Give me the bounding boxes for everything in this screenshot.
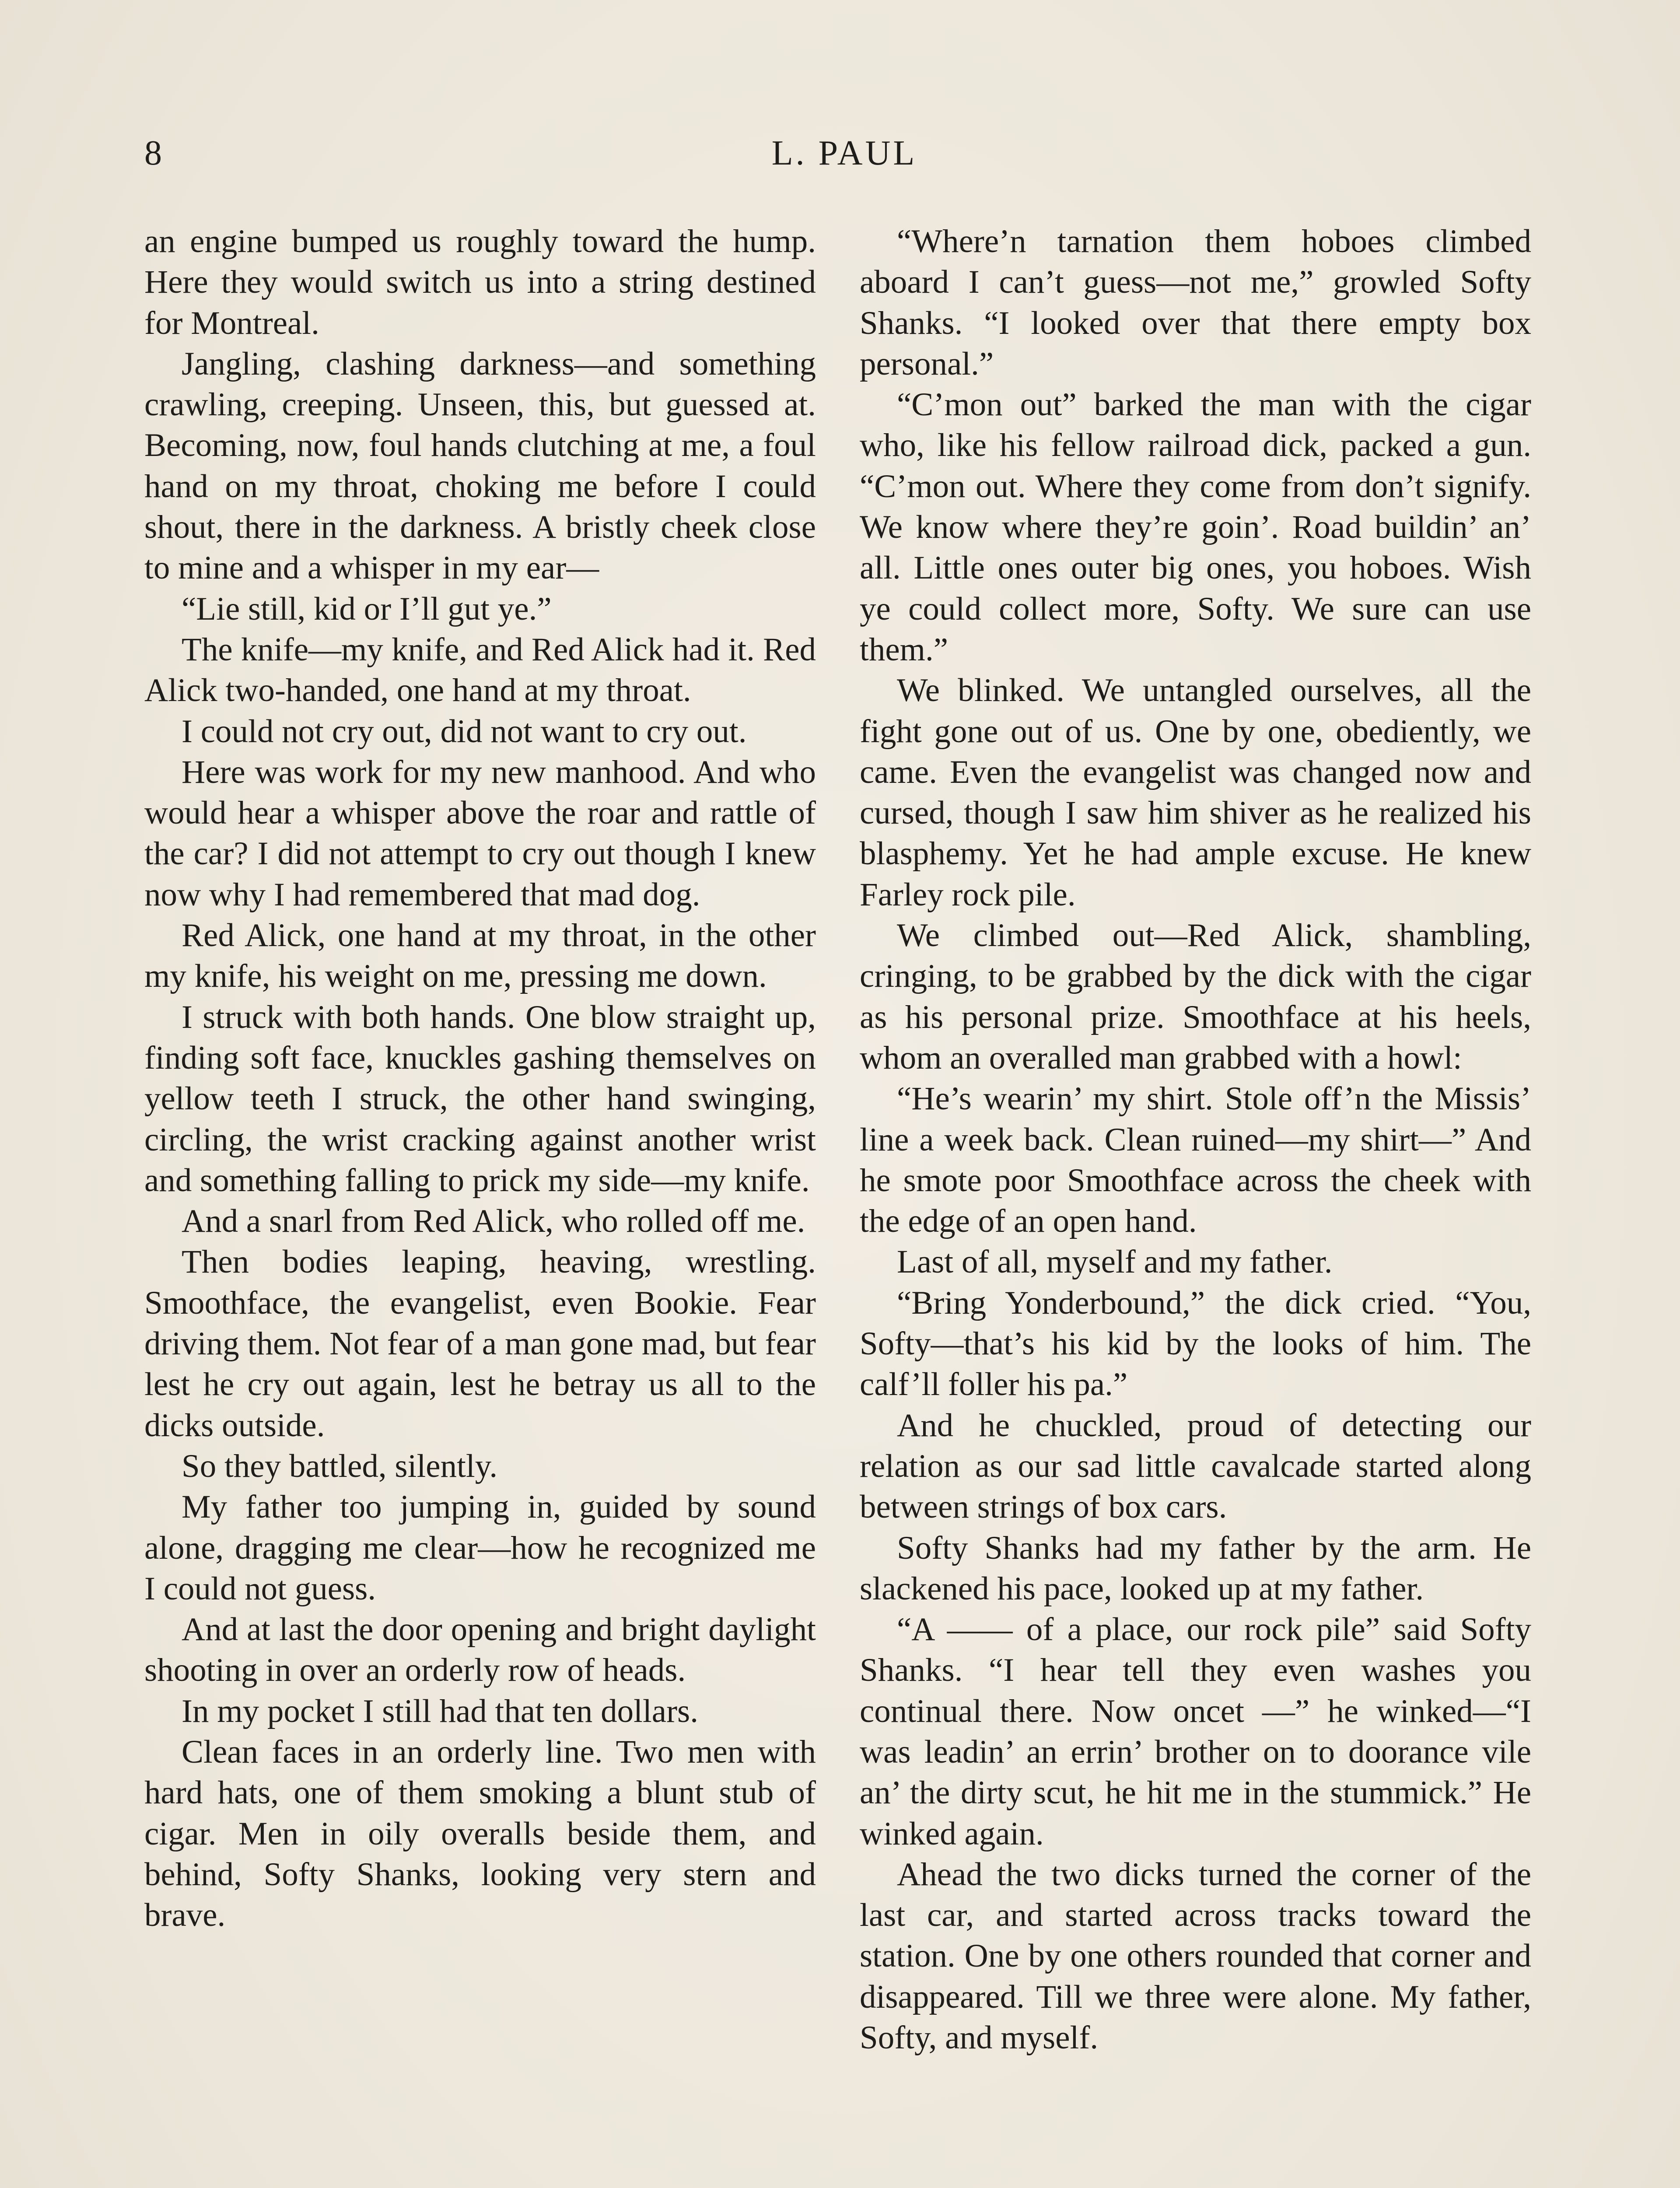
page-header — [144, 131, 1544, 179]
paragraph: My father too jumping in, guided by sound alone, dragging me clear—how he recognized me I could not guess. — [144, 1489, 816, 1607]
paragraph: We climbed out—Red Alick, shambling, cringing, to be grabbed by the dick with the cigar as his personal prize. Smoothface at his heels, whom an overalled man grabbed with a howl: — [860, 917, 1531, 1076]
running-head: L. PAUL — [771, 134, 917, 172]
paragraph: “Bring Yonderbound,” the dick cried. “You, Softy—that’s his kid by the looks of him. The calf’ll foller his pa.” — [860, 1284, 1531, 1403]
paragraph: I could not cry out, did not want to cry out. — [182, 713, 747, 750]
paragraph: We blinked. We untangled ourselves, all the fight gone out of us. One by one, obediently, we came. Even the evangelist was changed now and cursed, though I saw him shiver as he realized his blasphemy. Yet he had ample excuse. He knew Farley rock pile. — [860, 672, 1531, 913]
paragraph: Ahead the two dicks turned the corner of the last car, and started across tracks toward the station. One by one others rounded that corner and disappeared. Till we three were alone. My father, Softy, and myself. — [860, 1856, 1531, 2056]
paragraph: And he chuckled, proud of detecting our relation as our sad little cavalcade started along between strings of box cars. — [860, 1407, 1531, 1525]
paragraph: “A —— of a place, our rock pile” said Softy Shanks. “I hear tell they even washes you continual there. Now oncet —” he winked—“I was leadin’ an errin’ brother on to doorance vile an’ the dirty scut, he hit me in the stummick.” He winked again. — [860, 1611, 1531, 1852]
paragraph: “Lie still, kid or I’ll gut ye.” — [182, 590, 552, 627]
paragraph: Here was work for my new manhood. And who would hear a whisper above the roar and rattle of the car? I did not attempt to cry out though I knew now why I had remembered that mad dog. — [144, 754, 816, 913]
paragraph: “He’s wearin’ my shirt. Stole off’n the Missis’ line a week back. Clean ruined—my shirt—” And he smote poor Smoothface across the cheek with the edge of an open hand. — [860, 1080, 1531, 1240]
paragraph: Last of all, myself and my father. — [897, 1244, 1333, 1280]
paragraph: The knife—my knife, and Red Alick had it. Red Alick two-handed, one hand at my throat. — [144, 631, 816, 709]
page-number: 8 — [144, 134, 162, 172]
paragraph: And a snarl from Red Alick, who rolled off me. — [182, 1203, 805, 1240]
right-column — [860, 221, 1531, 2058]
paragraph: Jangling, clashing darkness—and something crawling, creeping. Unseen, this, but guessed at. Becoming, now, foul hands clutching at me, a foul hand on my throat, choking me before I could shout, there in the darkness. A bristly cheek close to mine and a whisper in my ear— — [144, 345, 816, 586]
paragraph: “C’mon out” barked the man with the cigar who, like his fellow railroad dick, packed a gun. “C’mon out. Where they come from don’t signify. We know where they’re goin’. Road buildin’ an’ all. Little ones outer big ones, you hoboes. Wish ye could collect more, Softy. We sure can use them.” — [860, 386, 1531, 668]
paragraph: Red Alick, one hand at my throat, in the other my knife, his weight on me, pressing me down. — [144, 917, 816, 995]
paragraph: an engine bumped us roughly toward the hump. Here they would switch us into a string destined for Montreal. — [144, 223, 816, 341]
left-column — [144, 221, 816, 1936]
paragraph: Clean faces in an orderly line. Two men with hard hats, one of them smoking a blunt stub of cigar. Men in oily overalls beside them, and behind, Softy Shanks, looking very stern and brave. — [144, 1733, 816, 1934]
paragraph: Then bodies leaping, heaving, wrestling. Smoothface, the evangelist, even Bookie. Fear driving them. Not fear of a man gone mad, but fear lest he cry out again, lest he betray us all to the dicks outside. — [144, 1244, 816, 1444]
paragraph: So they battled, silently. — [182, 1448, 498, 1484]
paragraph: In my pocket I still had that ten dollars. — [182, 1693, 698, 1729]
paragraph: And at last the door opening and bright daylight shooting in over an orderly row of heads. — [144, 1611, 816, 1689]
paragraph: I struck with both hands. One blow straight up, finding soft face, knuckles gashing themselves on yellow teeth I struck, the other hand swinging, circling, the wrist cracking against another wrist and something falling to prick my side—my knife. — [144, 999, 816, 1199]
paragraph: “Where’n tarnation them hoboes climbed aboard I can’t guess—not me,” growled Softy Shanks. “I looked over that there empty box personal.” — [860, 223, 1531, 382]
paragraph: Softy Shanks had my father by the arm. He slackened his pace, looked up at my father. — [860, 1529, 1531, 1607]
